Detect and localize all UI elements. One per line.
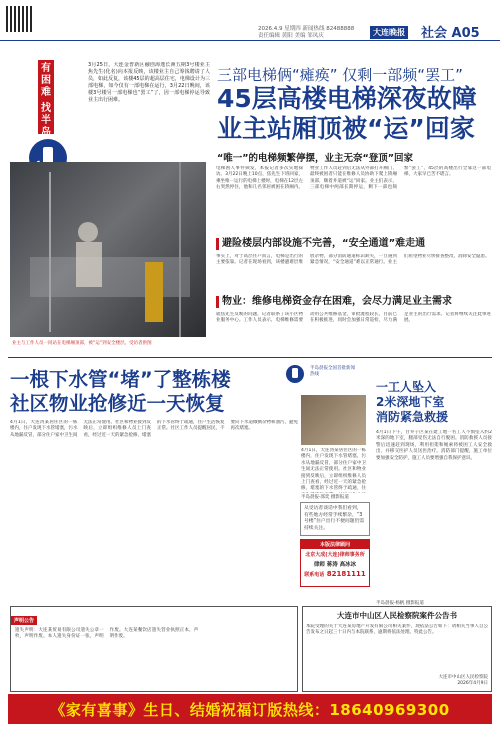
help-badge [38,60,54,138]
page-number: A05 [451,26,480,41]
law-firm-ad [300,539,370,587]
notice-box-body: 遗失声明：大连某贸易有限公司遗失公章一枚，声明作废。本人遗失身份证一张，声明作废。大连某餐饮店遗失营业执照正本，声明作废。 [15,628,199,640]
lead-photo-caption: 业主与工作人员一同站在电梯厢顶部，被“运”到安全楼层。受访者供图 [12,341,152,346]
footer-banner-text: 《家有喜事》生日、结婚祝福订版热线：18640969300 [50,700,450,719]
paper-logo: 大连晚报 [370,26,408,39]
lead-subhead: “唯一”的电梯频繁停摆，业主无奈“登顶”回家 [217,153,413,164]
court-notice-title: 大连市中山区人民检察院案件公告书 [337,611,457,620]
court-notice-signature: 大连市中山区人民检察院 [438,675,488,680]
phone-label: 联系电话 [304,572,325,578]
lead-headline-line1: 45层高楼电梯深夜故障 [217,84,477,113]
law-firm-lawyers [301,560,369,568]
section2-title: 物业：维修电梯资金存在困难，会尽力满足业主需求 [216,296,452,308]
section1-body: 事实上，对于高层住户而言，电梯是出行的主要依靠。记者在现场看到，该楼避难层堆放杂物，部分消防通道标识缺失，一旦遇到紧急情况，“安全通道”难以正常通行。业主们希望物业尽快排查整改，消除安全隐患。 [216,254,490,266]
notice-box-title: 声明公告 [11,616,37,625]
court-notice-body: 本院受理的关于大连某房地产开发有限公司相关案件，现依法公告如下：请相关当事人自公告发布之日起三十日内与本院联系，逾期将依法处理。特此公告。 [306,624,488,636]
qr-code-icon [6,6,32,32]
section2-body: 就焦先生反映的问题，记者联系了该小区物业服务中心。工作人员表示，电梯维修需要动用公共维修基金，审批流程较长，目前已在积极推进，同时会加强日常巡检，尽力满足业主的出行需求。记者将继续关注此事进展。 [216,312,491,324]
lead-headline-line2: 业主站厢顶被“运”回家 [217,114,475,143]
section-name: 社会 [421,26,448,41]
story3-body: 4月1日下午，甘井子区某在建工地一名工人不慎坠入约2米深的地下室，腿部受伤无法自行脱困。消防救援人员接警后迅速赶到现场，利用担架和绳索将被困工人安全救出，并移交医护人员送医治疗。消防部门提醒，施工单位要加强安全防护，施工人员要增强自我保护意识。 [376,430,492,461]
section1-title: 避险楼层内部设施不完善，“安全通道”难走通 [216,238,425,250]
story3-headline-line1: 一工人坠入 [376,380,437,394]
hotline-phone-icon [286,365,304,383]
court-notice-date: 2026年4月9日 [457,681,488,686]
story2-photo [301,395,366,445]
masthead [0,0,500,41]
hotline-label: 新闻热线 [302,26,325,32]
issue-weekday: 星期四 [284,26,301,32]
divider [8,357,492,358]
story2-reporter: 半岛晨报·邵奕 摄影报道 [301,495,349,500]
story2-quote-box: 从受访者谈话中我们看到，有些地方经常手续繁杂，“3号楼”住户出行不便问题仍需持续关注。 [300,502,370,536]
editor-credit: 责任编辑 黄阳 [258,33,293,39]
story3-headline-line2: 2米深地下室 [376,395,445,409]
lead-photo [10,162,206,337]
issue-date: 2026.4.9 [258,26,283,32]
story2-headline-line2: 社区物业抢修近一天恢复 [10,392,225,415]
court-notice [302,606,492,692]
story3-headline [376,380,448,425]
badge-line2: 找半岛 [41,103,51,138]
story2-body-col: 4月1日，大连湾某居住区的一栋楼内，住户发现下水管堵塞，污水从地漏反冒，部分住户家中卫生间无法正常使用。社区和物业接到反映后，立即组织维修人员上门查看，经过近一天的紧急抢修，堵塞的下水管终于疏通，住 [301,448,366,492]
law-firm-ad-title: 本版法律顾问 [301,540,369,549]
lawyer-names: 蒋涛 高冰冰 [326,562,357,568]
story3-reporter: 半岛晨报·杨帆 摄影报道 [376,601,424,606]
footer-banner [8,694,492,724]
phone-number: 82181111 [326,570,366,578]
story2-body: 4月1日，大连湾某居住区的一栋楼内，住户发现下水管堵塞，污水从地漏反冒，部分住户家中卫生间无法正常使用。社区和物业接到反映后，立即组织维修人员上门查看，经过近一天的紧急抢修，堵塞的下水管终于疏通，住户生活恢复正常。社区工作人员提醒居民，不要向下水道倾倒杂物和油污，避免再次堵塞。 [10,420,298,438]
lead-intro: 3月25日，大连金普新区融创海逸长洲五期3号楼业主焦先生(化名)向本报反映，该楼业主自己筹钱聘请了人员，如此反复，该楼45层的超高层住宅，电梯设计为三部电梯，如今仅有一部电梯在运行，3月22日晚间，该楼3号楼另一部电梯也“罢工”了，因一部电梯停运导致业主出行困难。 [88,62,210,103]
badge-line1: 有困难 [41,63,51,98]
lead-body: 电梯困人事件频发，本报记者多次实地探访。3月22日晚上10点，焦先生下班回家，乘坐唯一运行的电梯上楼时，电梯在12层左右突然停住，他和几名邻居被困在轿厢内。物业工作人员赶到后无法从外部打开厢门，最终被困者只能在维修人员协助下爬上轿厢顶部，顺着井道被“运”回家。业主们表示，三部电梯中两部长期停运，剩下一部也频繁“罢工”，45层的高楼出行全靠这一部电梯，大家早已苦不堪言。 [216,166,491,191]
designer-name: 邹凤庆 [307,33,324,39]
story2-headline-line1: 一根下水管“堵”了整栋楼 [10,368,231,391]
story2-headline [10,368,231,416]
editor-info [258,31,324,39]
lawyer-label: 律师 [313,562,325,568]
law-firm-phone [301,570,369,578]
designer-label: 美编 [294,33,306,39]
notice-box [10,606,298,692]
hotline-number: 82488888 [326,26,355,32]
story2-badge-note: 半岛晨报全国首批新闻热线 [310,366,355,377]
section-page [421,22,480,41]
lead-kicker: 三部电梯俩“瘫痪” 仅剩一部频“罢工” [217,66,463,84]
story3-headline-line3: 消防紧急救援 [376,410,449,424]
law-firm-name: 北京大成(大连)律师事务所 [305,552,365,558]
